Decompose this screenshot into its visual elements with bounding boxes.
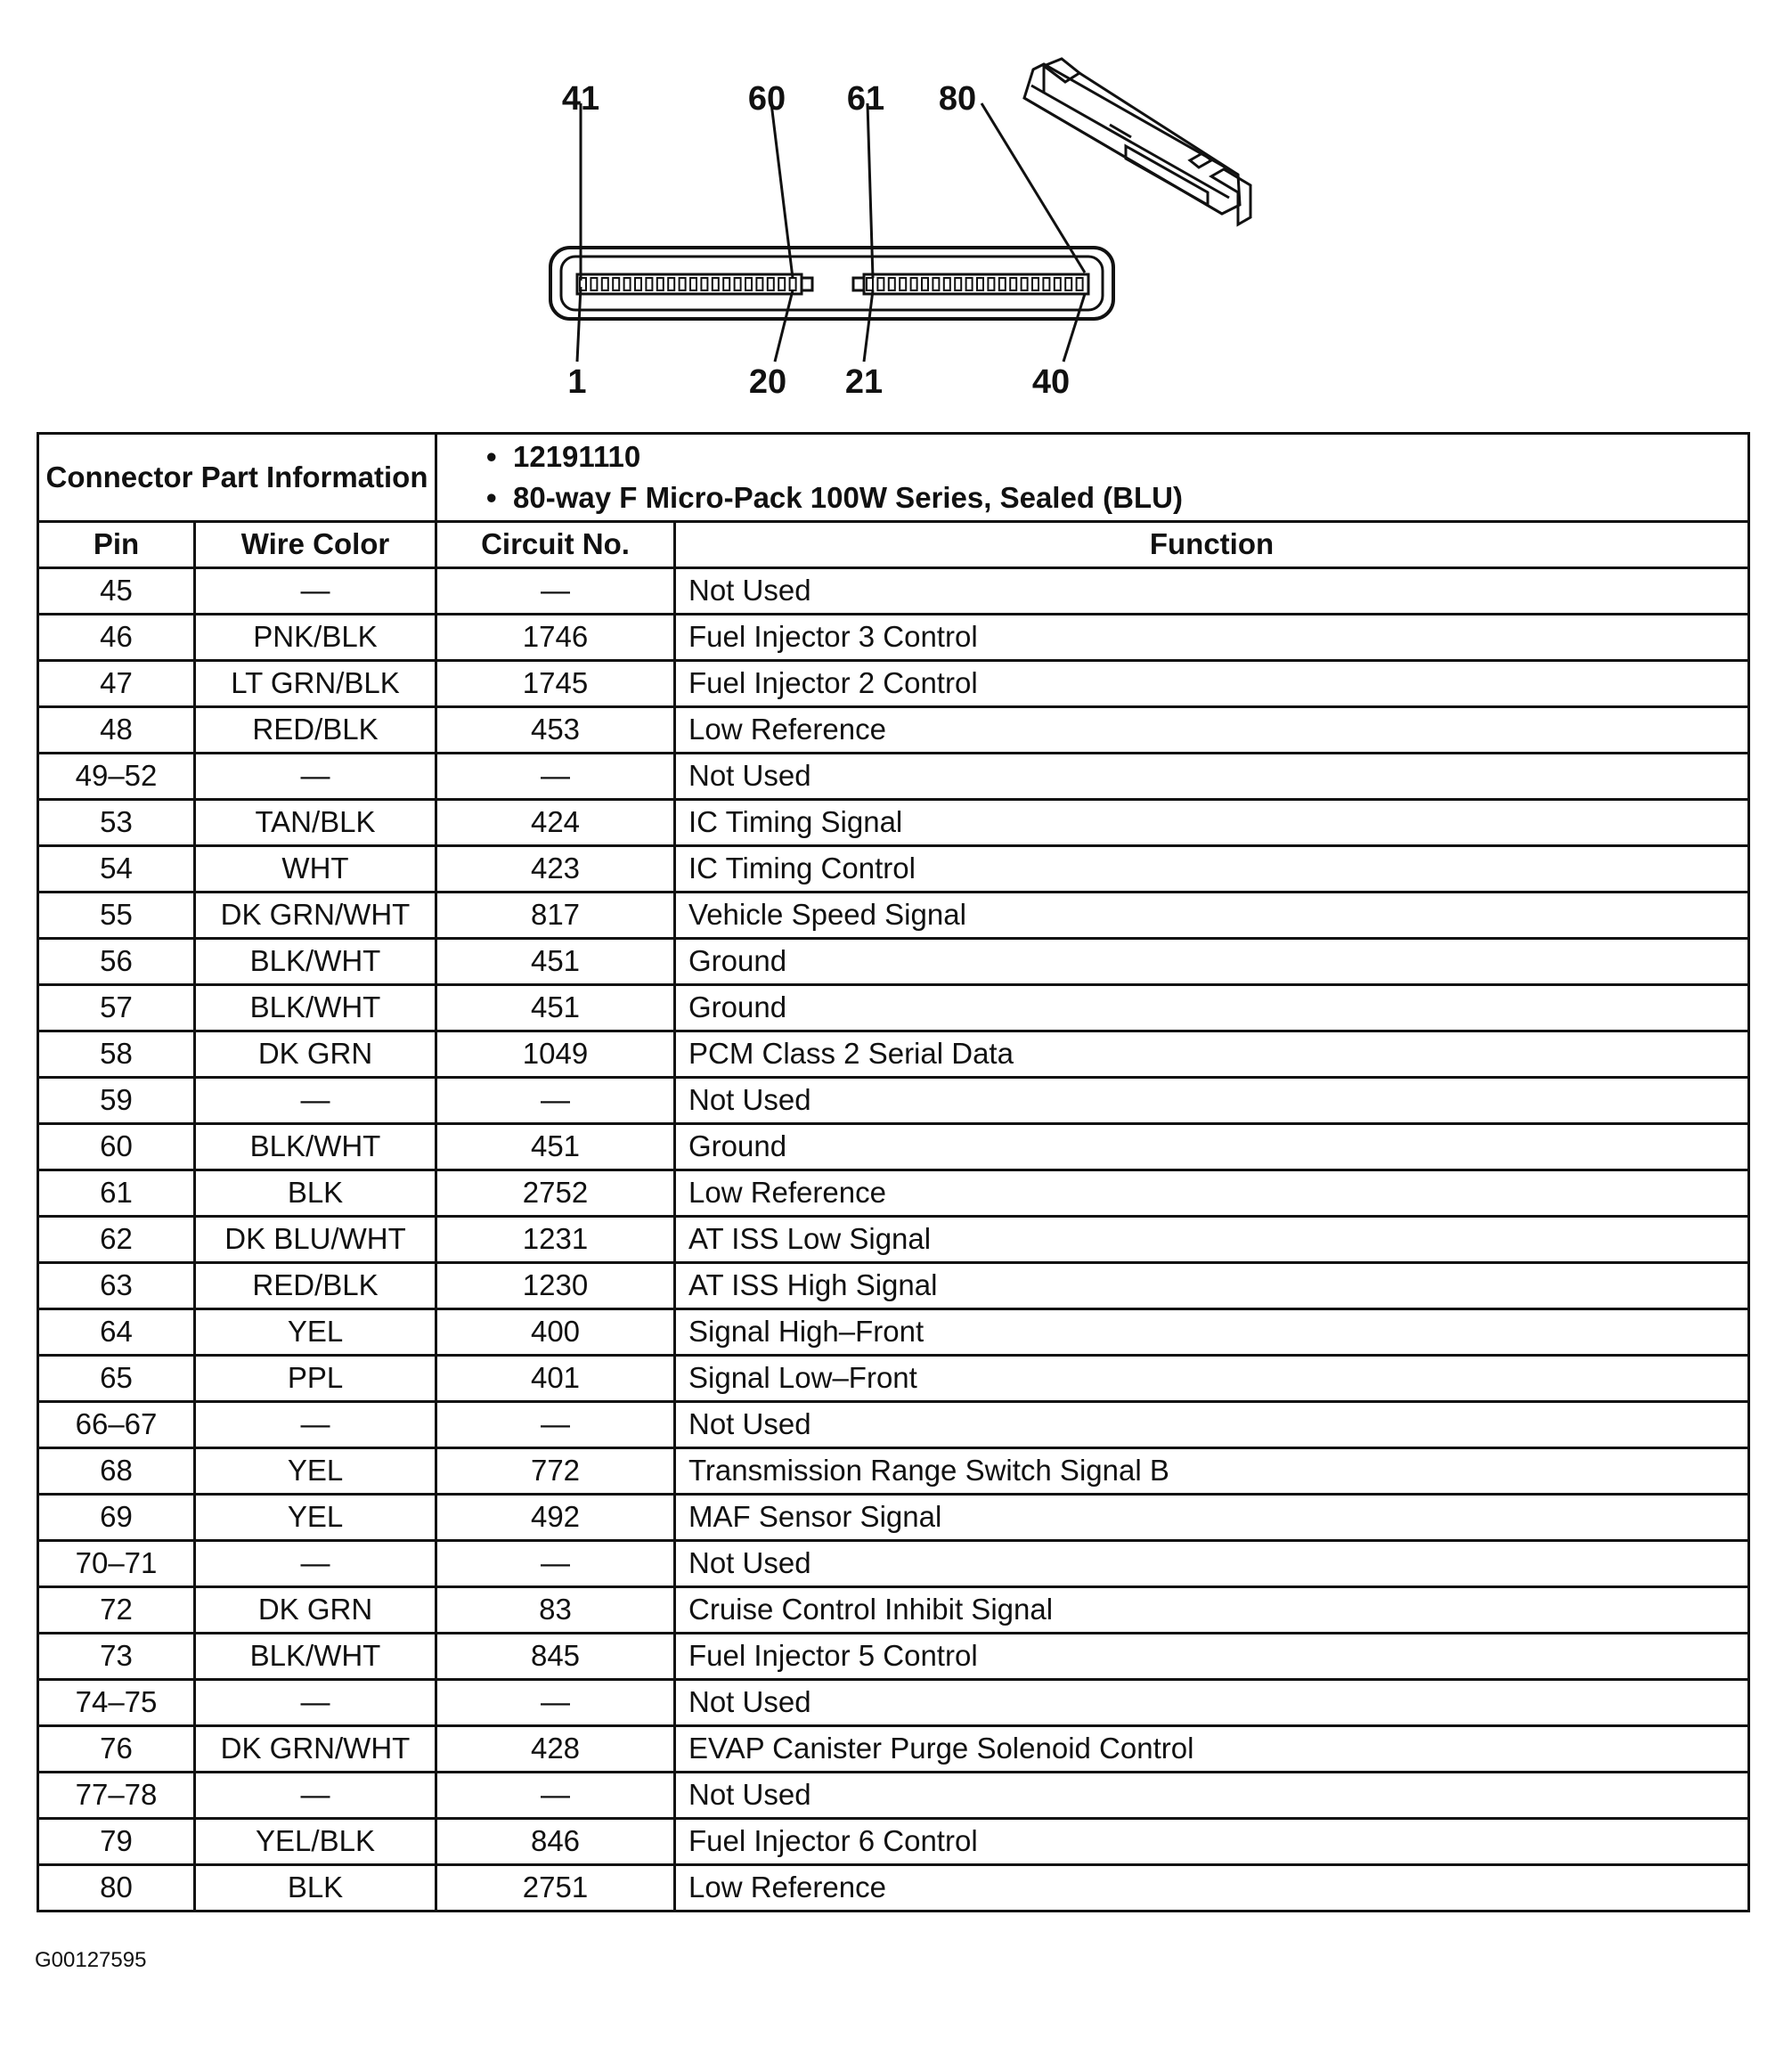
circuit-cell: — [436, 754, 675, 800]
wire-color-cell: YEL [195, 1309, 436, 1356]
function-cell: IC Timing Control [675, 846, 1749, 893]
circuit-cell: 1049 [436, 1031, 675, 1078]
table-row [38, 1078, 1749, 1124]
circuit-cell: 453 [436, 707, 675, 754]
function-cell: Not Used [675, 1402, 1749, 1448]
pin-cavity [723, 278, 729, 290]
pin-cell: 48 [38, 707, 195, 754]
wire-color-cell: LT GRN/BLK [195, 661, 436, 707]
pin-cavity [768, 278, 774, 290]
pin-cell: 69 [38, 1495, 195, 1541]
cavity-row-right [864, 274, 1088, 294]
pin-cavity [1055, 278, 1061, 290]
wire-color-cell: YEL [195, 1495, 436, 1541]
table-row [38, 1541, 1749, 1587]
wire-color-cell: YEL [195, 1448, 436, 1495]
pin-cavity [955, 278, 961, 290]
pin-cavity [877, 278, 884, 290]
function-cell: Ground [675, 939, 1749, 985]
function-cell: Fuel Injector 3 Control [675, 615, 1749, 661]
function-cell: Fuel Injector 5 Control [675, 1634, 1749, 1680]
connector-drawing [0, 0, 1792, 419]
function-cell: Signal High–Front [675, 1309, 1749, 1356]
table-row [38, 1124, 1749, 1170]
connector-side-view [1024, 59, 1250, 224]
column-header-row [38, 522, 1749, 568]
wire-color-cell: RED/BLK [195, 707, 436, 754]
pin-cavity [613, 278, 619, 290]
table-row [38, 939, 1749, 985]
circuit-cell: 400 [436, 1309, 675, 1356]
function-cell: AT ISS Low Signal [675, 1217, 1749, 1263]
wire-color-cell: YEL/BLK [195, 1819, 436, 1865]
table-row [38, 1495, 1749, 1541]
table-row [38, 1309, 1749, 1356]
pin-cell: 53 [38, 800, 195, 846]
table-row [38, 846, 1749, 893]
pin-cell: 62 [38, 1217, 195, 1263]
function-cell: Not Used [675, 1078, 1749, 1124]
circuit-cell: 817 [436, 893, 675, 939]
circuit-cell: 401 [436, 1356, 675, 1402]
pin-cell: 54 [38, 846, 195, 893]
table-row [38, 754, 1749, 800]
table-row [38, 661, 1749, 707]
wire-color-cell: — [195, 568, 436, 615]
function-cell: MAF Sensor Signal [675, 1495, 1749, 1541]
pin-cavity [1043, 278, 1049, 290]
connector-diagram [0, 0, 1792, 419]
pin-cavity [713, 278, 719, 290]
pin-cavity [745, 278, 752, 290]
function-cell: Not Used [675, 1773, 1749, 1819]
pin-cavity [1065, 278, 1071, 290]
connector-info-label: Connector Part Information [38, 434, 436, 522]
function-cell: Not Used [675, 1541, 1749, 1587]
pin-cavity [889, 278, 895, 290]
circuit-cell: 772 [436, 1448, 675, 1495]
table-row [38, 1217, 1749, 1263]
pin-cavity [933, 278, 939, 290]
function-cell: Fuel Injector 2 Control [675, 661, 1749, 707]
pin-cell: 77–78 [38, 1773, 195, 1819]
circuit-cell: — [436, 1773, 675, 1819]
pin-cavity [966, 278, 973, 290]
pin-cavity [690, 278, 696, 290]
pin-rows [38, 568, 1749, 1912]
table-row [38, 707, 1749, 754]
circuit-cell: 428 [436, 1726, 675, 1773]
table-row [38, 1726, 1749, 1773]
pin-cavity [922, 278, 928, 290]
pin-cavity [701, 278, 707, 290]
wire-color-cell: BLK/WHT [195, 985, 436, 1031]
wire-color-cell: — [195, 1773, 436, 1819]
pin-cavity [911, 278, 917, 290]
pin-cell: 66–67 [38, 1402, 195, 1448]
table-row [38, 1356, 1749, 1402]
pin-cell: 79 [38, 1819, 195, 1865]
table-row [38, 1448, 1749, 1495]
circuit-cell: — [436, 1541, 675, 1587]
circuit-cell: — [436, 568, 675, 615]
pin-label-1: 1 [567, 363, 587, 401]
connector-info-details: • 12191110 • 80-way F Micro-Pack 100W Series, Sealed (BLU) [436, 434, 1749, 522]
pin-label-21: 21 [844, 363, 884, 401]
circuit-cell: 424 [436, 800, 675, 846]
column-header-pin: Pin [38, 522, 195, 568]
wire-color-cell: — [195, 1541, 436, 1587]
function-cell: AT ISS High Signal [675, 1263, 1749, 1309]
column-header-circuit: Circuit No. [436, 522, 675, 568]
pin-cavity [680, 278, 686, 290]
table-row [38, 615, 1749, 661]
pin-cavity [624, 278, 631, 290]
function-cell: EVAP Canister Purge Solenoid Control [675, 1726, 1749, 1773]
pin-label-41: 41 [561, 80, 600, 118]
circuit-cell: 451 [436, 1124, 675, 1170]
circuit-cell: 1745 [436, 661, 675, 707]
wire-color-cell: PNK/BLK [195, 615, 436, 661]
pin-cavity [657, 278, 664, 290]
pin-cell: 63 [38, 1263, 195, 1309]
pin-cavity [790, 278, 796, 290]
pin-cell: 80 [38, 1865, 195, 1912]
leader-lines [577, 103, 1085, 362]
pin-cavity [977, 278, 983, 290]
pin-cavity [999, 278, 1006, 290]
wire-color-cell: RED/BLK [195, 1263, 436, 1309]
pin-cavity [1077, 278, 1083, 290]
wire-color-cell: BLK/WHT [195, 1634, 436, 1680]
pin-cell: 65 [38, 1356, 195, 1402]
cavity-row-left [577, 274, 802, 294]
part-number: 12191110 [513, 440, 641, 473]
wire-color-cell: DK GRN [195, 1031, 436, 1078]
function-cell: Fuel Injector 6 Control [675, 1819, 1749, 1865]
circuit-cell: 846 [436, 1819, 675, 1865]
table-row [38, 1170, 1749, 1217]
table-row [38, 1680, 1749, 1726]
circuit-cell: 451 [436, 939, 675, 985]
pin-cavity [735, 278, 741, 290]
function-cell: Low Reference [675, 1865, 1749, 1912]
pin-cell: 56 [38, 939, 195, 985]
pin-cavity [1032, 278, 1039, 290]
wire-color-cell: — [195, 1078, 436, 1124]
wire-color-cell: BLK [195, 1865, 436, 1912]
pin-cell: 60 [38, 1124, 195, 1170]
pin-cell: 57 [38, 985, 195, 1031]
function-cell: Vehicle Speed Signal [675, 893, 1749, 939]
wire-color-cell: TAN/BLK [195, 800, 436, 846]
table-row [38, 1263, 1749, 1309]
wire-color-cell: — [195, 1402, 436, 1448]
function-cell: Not Used [675, 754, 1749, 800]
function-cell: Cruise Control Inhibit Signal [675, 1587, 1749, 1634]
circuit-cell: 2751 [436, 1865, 675, 1912]
table-row [38, 893, 1749, 939]
column-header-wire-color: Wire Color [195, 522, 436, 568]
table-row [38, 1865, 1749, 1912]
pin-cavity [646, 278, 652, 290]
circuit-cell: 1230 [436, 1263, 675, 1309]
function-cell: IC Timing Signal [675, 800, 1749, 846]
wire-color-cell: WHT [195, 846, 436, 893]
pin-cell: 55 [38, 893, 195, 939]
pin-cavity [1010, 278, 1016, 290]
circuit-cell: 492 [436, 1495, 675, 1541]
table-row [38, 568, 1749, 615]
pin-cavity [635, 278, 641, 290]
wire-color-cell: PPL [195, 1356, 436, 1402]
table-row [38, 1031, 1749, 1078]
pin-label-20: 20 [748, 363, 787, 401]
pin-cell: 74–75 [38, 1680, 195, 1726]
pin-cavity [591, 278, 597, 290]
pin-cavity [1022, 278, 1028, 290]
pin-cell: 73 [38, 1634, 195, 1680]
function-cell: Signal Low–Front [675, 1356, 1749, 1402]
function-cell: Low Reference [675, 707, 1749, 754]
pin-cell: 70–71 [38, 1541, 195, 1587]
wire-color-cell: — [195, 1680, 436, 1726]
function-cell: Ground [675, 985, 1749, 1031]
pin-cell: 72 [38, 1587, 195, 1634]
pin-cell: 45 [38, 568, 195, 615]
circuit-cell: 451 [436, 985, 675, 1031]
pin-cell: 46 [38, 615, 195, 661]
circuit-cell: 2752 [436, 1170, 675, 1217]
pin-cell: 76 [38, 1726, 195, 1773]
table-row [38, 985, 1749, 1031]
wire-color-cell: — [195, 754, 436, 800]
wire-color-cell: BLK [195, 1170, 436, 1217]
pin-cell: 59 [38, 1078, 195, 1124]
table-row [38, 1587, 1749, 1634]
pin-cell: 64 [38, 1309, 195, 1356]
pin-cell: 47 [38, 661, 195, 707]
table-row [38, 1773, 1749, 1819]
function-cell: Low Reference [675, 1170, 1749, 1217]
pin-cavity [778, 278, 785, 290]
table-row [38, 1402, 1749, 1448]
figure-id: G00127595 [35, 1948, 147, 1972]
connector-pinout-table [37, 432, 1750, 1912]
connector-description: 80-way F Micro-Pack 100W Series, Sealed (BLU) [513, 481, 1183, 514]
pin-label-40: 40 [1031, 363, 1071, 401]
pin-cavity [867, 278, 873, 290]
function-cell: Not Used [675, 1680, 1749, 1726]
circuit-cell: — [436, 1402, 675, 1448]
pin-cavity [756, 278, 762, 290]
circuit-cell: — [436, 1078, 675, 1124]
pin-cavity [602, 278, 608, 290]
circuit-cell: 83 [436, 1587, 675, 1634]
pin-cell: 58 [38, 1031, 195, 1078]
circuit-cell: 845 [436, 1634, 675, 1680]
pin-cavity [944, 278, 950, 290]
table-row [38, 1634, 1749, 1680]
circuit-cell: 1746 [436, 615, 675, 661]
circuit-cell: 423 [436, 846, 675, 893]
pin-label-80: 80 [938, 80, 977, 118]
table-row [38, 800, 1749, 846]
column-header-function: Function [675, 522, 1749, 568]
pin-cavity [668, 278, 674, 290]
pin-cavity [988, 278, 994, 290]
circuit-cell: 1231 [436, 1217, 675, 1263]
pin-label-60: 60 [747, 80, 786, 118]
function-cell: PCM Class 2 Serial Data [675, 1031, 1749, 1078]
pin-label-61: 61 [846, 80, 885, 118]
pin-cell: 68 [38, 1448, 195, 1495]
connector-info-row [38, 434, 1749, 522]
wire-color-cell: DK GRN [195, 1587, 436, 1634]
wire-color-cell: DK BLU/WHT [195, 1217, 436, 1263]
function-cell: Ground [675, 1124, 1749, 1170]
wire-color-cell: BLK/WHT [195, 1124, 436, 1170]
function-cell: Transmission Range Switch Signal B [675, 1448, 1749, 1495]
pin-cavity [900, 278, 906, 290]
function-cell: Not Used [675, 568, 1749, 615]
wire-color-cell: DK GRN/WHT [195, 1726, 436, 1773]
pin-cell: 61 [38, 1170, 195, 1217]
circuit-cell: — [436, 1680, 675, 1726]
table-row [38, 1819, 1749, 1865]
wire-color-cell: BLK/WHT [195, 939, 436, 985]
wire-color-cell: DK GRN/WHT [195, 893, 436, 939]
pin-cell: 49–52 [38, 754, 195, 800]
